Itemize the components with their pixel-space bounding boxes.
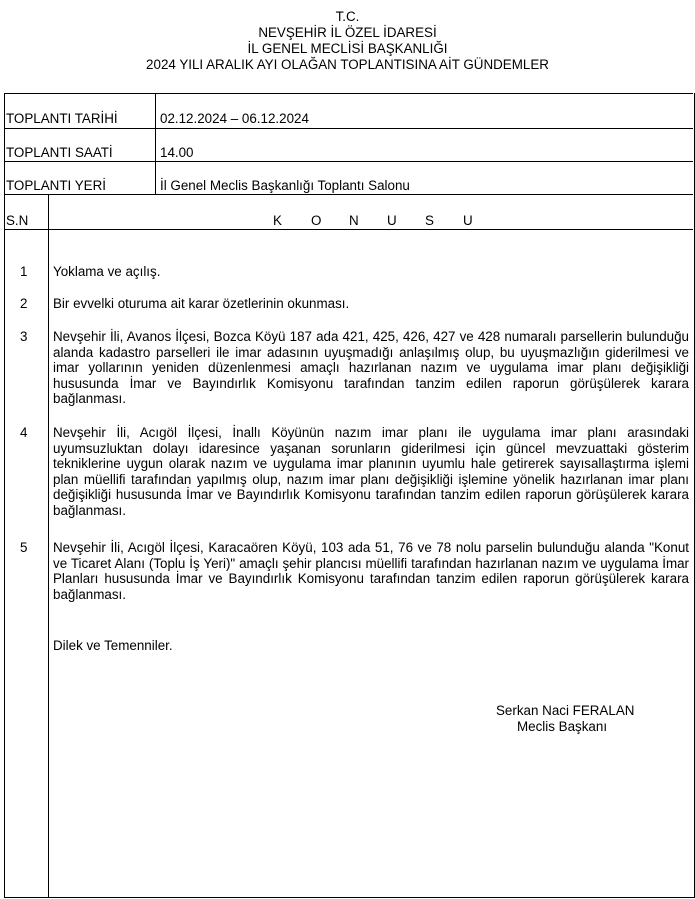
closing-remarks: Dilek ve Temenniler. xyxy=(53,638,173,653)
header-line-agenda-title: 2024 YILI ARALIK AYI OLAĞAN TOPLANTISINA AİT GÜNDEMLER xyxy=(146,57,549,72)
konu-letter: N xyxy=(349,213,359,228)
row-divider xyxy=(4,161,693,162)
sn-column-divider xyxy=(48,194,49,897)
konu-column-header xyxy=(273,213,501,228)
header-line-council: İL GENEL MECLİSİ BAŞKANLIĞI xyxy=(247,41,448,56)
agenda-item-text: Nevşehir İli, Avanos İlçesi, Bozca Köyü 187 ada 421, 425, 426, 427 ve 428 numaralı parsellerin bulunduğu alanda kadastro parselleri ile imar adasının uyuşmadığı anlaşılmış olup, bu uyuşmazlığın giderilmesi ve imar yollarının yeniden düzenlenmesi amaçlı hazırlanan nazım ve uygulama imar planı değişikliği hususunda İmar ve Bayındırlık Komisyonu tarafından tanzim edilen raporun görüşülerek karara bağlanması. xyxy=(53,329,689,407)
item-number: 3 xyxy=(20,329,28,344)
header-line-institution: NEVŞEHİR İL ÖZEL İDARESİ xyxy=(258,25,437,40)
item-number: 1 xyxy=(20,264,28,279)
meeting-date-value: 02.12.2024 – 06.12.2024 xyxy=(160,111,309,126)
konu-letter: S xyxy=(425,213,434,228)
meeting-time-label: TOPLANTI SAATİ xyxy=(6,145,113,160)
agenda-item-text: Bir evvelki oturuma ait karar özetlerinin okunması. xyxy=(53,296,350,311)
row-divider xyxy=(4,128,693,129)
row-divider xyxy=(4,194,693,195)
konu-letter: K xyxy=(273,213,282,228)
agenda-item-text: Yoklama ve açılış. xyxy=(53,264,161,279)
meeting-column-divider xyxy=(155,93,156,194)
document-header xyxy=(0,9,695,73)
item-number: 4 xyxy=(20,425,28,440)
meeting-place-value: İl Genel Meclis Başkanlığı Toplantı Salonu xyxy=(160,178,410,193)
konu-letter: U xyxy=(387,213,397,228)
konu-letter: U xyxy=(463,213,473,228)
header-line-tc: T.C. xyxy=(335,9,360,24)
item-number: 2 xyxy=(20,296,28,311)
signatory-title: Meclis Başkanı xyxy=(517,719,608,734)
table-top-border xyxy=(4,93,693,94)
item-number: 5 xyxy=(20,540,28,555)
agenda-item-text: Nevşehir İli, Acıgöl İlçesi, Karacaören Köyü, 103 ada 51, 76 ve 78 nolu parselin bulunduğu alanda "Konut ve Ticaret Alanı (Toplu İş Yeri)" amaçlı şehir plancısı müellifi tarafından hazırlanan nazım ve uygulama İmar Planları hususunda İmar ve Bayındırlık Komisyonu tarafından tanzim edilen raporun görüşülerek karara bağlanması. xyxy=(53,540,689,602)
konu-letter: O xyxy=(311,213,322,228)
row-divider xyxy=(4,229,693,230)
sn-column-header: S.N xyxy=(6,213,29,228)
agenda-item-text: Nevşehir İli, Acıgöl İlçesi, İnallı Köyünün nazım imar planı ile uygulama imar planı arasındaki uyumsuzluktan dolayı idaresince yaşanan sorunların giderilmesi için güncel mevzuattaki gösterim tekniklerine uygun olarak nazım ve uygulama imar planının uyumlu hale getirerek sayısallaştırma işlemi plan müellifi tarafından yapılmış olup, nazım imar planı değişikliği işlemine yönelik hazırlanan imar planı değişikliği hususunda İmar ve Bayındırlık Komisyonu tarafından tanzim edilen raporun görüşülerek karara bağlanması. xyxy=(53,425,689,518)
signatory-name: Serkan Naci FERALAN xyxy=(496,703,635,718)
meeting-date-label: TOPLANTI TARİHİ xyxy=(6,111,118,126)
meeting-place-label: TOPLANTI YERİ xyxy=(6,178,106,193)
meeting-time-value: 14.00 xyxy=(160,145,194,160)
